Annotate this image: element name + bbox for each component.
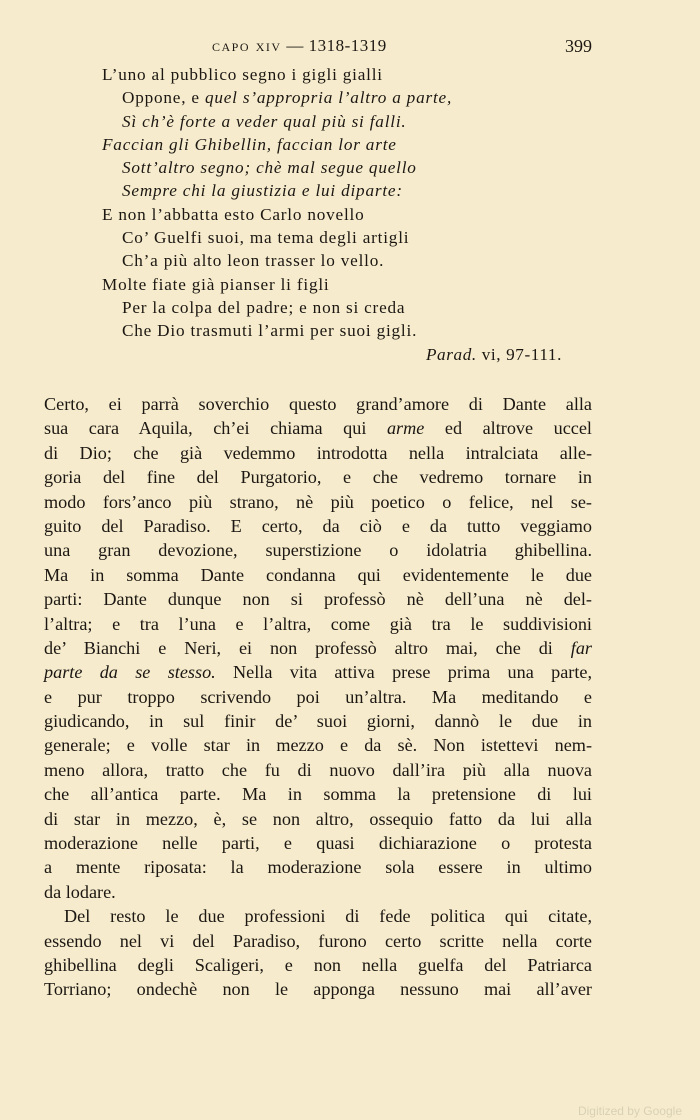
heading-dash: — bbox=[281, 36, 309, 55]
text-line: Ma in somma Dante condanna qui evidentemente le due bbox=[44, 564, 592, 585]
verse-line: Co’ Guelfi suoi, ma tema degli artigli bbox=[122, 228, 410, 248]
text-line: modo fors’anco più strano, nè più poetico o felice, nel se- bbox=[44, 491, 592, 512]
text-line: parti: Dante dunque non si professò nè dell’una nè del- bbox=[44, 589, 592, 610]
chapter-years: 1318-1319 bbox=[308, 36, 387, 55]
text-line: essendo nel vi del Paradiso, furono certo scritte nella corte bbox=[44, 930, 592, 951]
text-line: meno allora, tratto che fu di nuovo dall’ira più alla nuova bbox=[44, 759, 592, 780]
text-line: sua cara Aquila, ch’ei chiama qui arme ed altrove uccel bbox=[44, 418, 592, 439]
text-line: de’ Bianchi e Neri, ei non professò altro mai, che di far bbox=[44, 637, 592, 658]
verse-line: Per la colpa del padre; e non si creda bbox=[122, 297, 406, 317]
text-line: moderazione nelle parti, e quasi dichiarazione o protesta bbox=[44, 833, 592, 854]
citation-reference: vi, 97-111. bbox=[476, 344, 562, 364]
text-line: guito del Paradiso. E certo, da ciò e da tutto veggiamo bbox=[44, 515, 592, 536]
text-line: l’altra; e tra l’una e l’altra, come già tra le suddivisioni bbox=[44, 613, 592, 634]
text-line: Del resto le due professioni di fede politica qui citate, bbox=[64, 906, 592, 927]
text-line: di Dio; che già vedemmo introdotta nella intralciata alle- bbox=[44, 442, 592, 463]
text-line: parte da se stesso. Nella vita attiva prese prima una parte, bbox=[44, 662, 593, 683]
text-line: a mente riposata: la moderazione sola essere in ultimo bbox=[44, 857, 592, 878]
body-text bbox=[44, 392, 592, 1002]
verse-line: Faccian gli Ghibellin, faccian lor arte bbox=[102, 134, 397, 154]
verse-line: Che Dio trasmuti l’armi per suoi gigli. bbox=[122, 321, 418, 341]
verse-line: Ch’a più alto leon trasser lo vello. bbox=[122, 251, 385, 271]
citation-work: Parad. bbox=[425, 344, 477, 364]
verse-quotation bbox=[102, 63, 602, 366]
verse-line: Molte fiate già pianser li figli bbox=[102, 274, 330, 294]
verse-line: Sempre chi la giustizia e lui diparte: bbox=[122, 181, 403, 201]
verse-line: Oppone, e quel s’appropria l’altro a parte, bbox=[122, 88, 453, 108]
text-line: goria del fine del Purgatorio, e che vedremo tornare in bbox=[44, 467, 592, 488]
page-number: 399 bbox=[565, 36, 592, 56]
text-line: giudicando, in sul finir de’ suoi giorni, dannò le due in bbox=[44, 711, 592, 732]
text-line: Certo, ei parrà soverchio questo grand’amore di Dante alla bbox=[44, 394, 592, 414]
running-head bbox=[0, 36, 700, 60]
chapter-label: capo xiv bbox=[212, 36, 282, 55]
text-line: e pur troppo scrivendo poi un’altra. Ma meditando e bbox=[44, 686, 592, 707]
text-line: una gran devozione, superstizione o idolatria ghibellina. bbox=[44, 540, 592, 561]
text-line: di star in mezzo, è, se non altro, ossequio fatto da lui alla bbox=[44, 808, 592, 829]
text-line: da lodare. bbox=[44, 881, 116, 902]
verse-line: Sì ch’è forte a veder qual più si falli. bbox=[122, 111, 407, 131]
verse-line: Sott’altro segno; chè mal segue quello bbox=[122, 158, 417, 178]
text-line: Torriano; ondechè non le apponga nessuno mai all’aver bbox=[44, 979, 592, 1000]
verse-line: E non l’abbatta esto Carlo novello bbox=[102, 204, 365, 224]
digitization-watermark: Digitized by Google bbox=[577, 1104, 682, 1118]
text-line: generale; e volle star in mezzo e da sè. Non istettevi nem- bbox=[44, 735, 592, 756]
chapter-heading bbox=[212, 36, 387, 56]
verse-citation bbox=[102, 343, 602, 366]
verse-line: L’uno al pubblico segno i gigli gialli bbox=[102, 65, 383, 84]
text-line: che all’antica parte. Ma in somma la pretensione di lui bbox=[44, 784, 592, 805]
text-line: ghibellina degli Scaligeri, e non nella guelfa del Patriarca bbox=[44, 954, 592, 975]
